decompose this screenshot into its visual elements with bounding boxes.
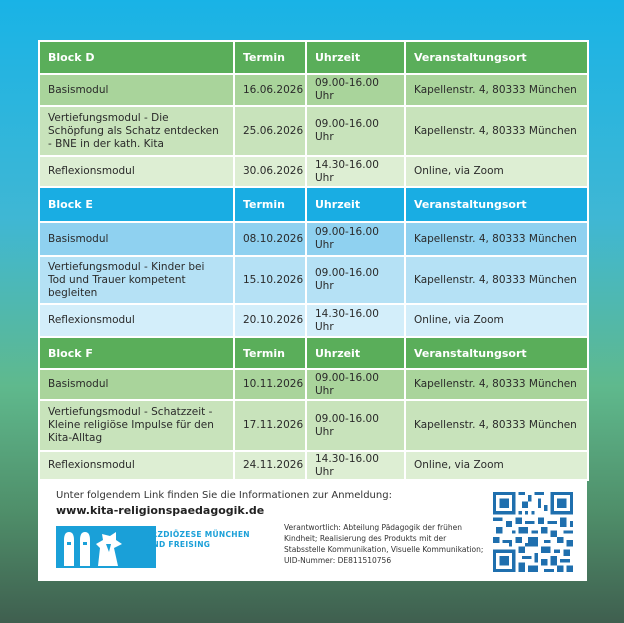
logo-line-1: ERZDIÖZESE MÜNCHEN [146,530,250,539]
date-cell: 08.10.2026 [234,222,306,256]
date-cell: 10.11.2026 [234,369,306,400]
block-e-header-row [39,187,588,222]
date-cell: 24.11.2026 [234,451,306,480]
location-cell: Kapellenstr. 4, 80333 München [405,400,588,451]
termin-header: Termin [234,187,306,222]
uhrzeit-header: Uhrzeit [306,187,405,222]
time-cell: 09.00-16.00 Uhr [306,106,405,156]
modul-cell: Basismodul [39,369,234,400]
table-row [39,106,588,156]
block-f-header-row [39,337,588,369]
archdiocese-logo-icon [56,526,156,568]
schedule-card [38,40,587,581]
time-cell: 09.00-16.00 Uhr [306,369,405,400]
time-cell: 09.00-16.00 Uhr [306,400,405,451]
time-cell: 14.30-16.00 Uhr [306,451,405,480]
block-title: Block E [39,187,234,222]
footer [38,482,587,581]
location-cell: Kapellenstr. 4, 80333 München [405,369,588,400]
ort-header: Veranstaltungsort [405,41,588,74]
location-cell: Kapellenstr. 4, 80333 München [405,74,588,106]
modul-cell: Vertiefungsmodul - Schatzzeit - Kleine religiöse Impulse für den Kita-Alltag [39,400,234,451]
location-cell: Online, via Zoom [405,156,588,187]
location-cell: Kapellenstr. 4, 80333 München [405,106,588,156]
uhrzeit-header: Uhrzeit [306,41,405,74]
date-cell: 30.06.2026 [234,156,306,187]
modul-cell: Reflexionsmodul [39,451,234,480]
logo-line-2: UND FREISING [146,540,211,549]
table-row [39,256,588,304]
table-row [39,400,588,451]
location-cell: Kapellenstr. 4, 80333 München [405,222,588,256]
schedule-table [38,40,589,481]
table-row [39,369,588,400]
location-cell: Kapellenstr. 4, 80333 München [405,256,588,304]
block-title: Block D [39,41,234,74]
date-cell: 15.10.2026 [234,256,306,304]
ort-header: Veranstaltungsort [405,187,588,222]
time-cell: 09.00-16.00 Uhr [306,222,405,256]
legal-notice: Verantwortlich: Abteilung Pädagogik der frühen Kindheit; Realisierung des Produkts mit der Stabsstelle Kommunikation, Visuelle Kommunikation; UID-Nummer: DE811510756 [284,523,484,565]
time-cell: 14.30-16.00 Uhr [306,304,405,337]
ort-header: Veranstaltungsort [405,337,588,369]
modul-cell: Reflexionsmodul [39,156,234,187]
time-cell: 09.00-16.00 Uhr [306,256,405,304]
date-cell: 20.10.2026 [234,304,306,337]
modul-cell: Vertiefungsmodul - Kinder bei Tod und Trauer kompetent begleiten [39,256,234,304]
table-row [39,451,588,480]
date-cell: 17.11.2026 [234,400,306,451]
block-d-header-row [39,41,588,74]
registration-link[interactable]: www.kita-religionspaedagogik.de [56,504,265,517]
archdiocese-name [146,530,250,550]
table-row [39,156,588,187]
block-title: Block F [39,337,234,369]
table-row [39,74,588,106]
time-cell: 14.30-16.00 Uhr [306,156,405,187]
modul-cell: Vertiefungsmodul - Die Schöpfung als Schatz entdecken - BNE in der kath. Kita [39,106,234,156]
table-row [39,304,588,337]
qr-code-icon[interactable] [493,492,573,572]
termin-header: Termin [234,337,306,369]
table-row [39,222,588,256]
modul-cell: Basismodul [39,74,234,106]
date-cell: 16.06.2026 [234,74,306,106]
modul-cell: Reflexionsmodul [39,304,234,337]
time-cell: 09.00-16.00 Uhr [306,74,405,106]
modul-cell: Basismodul [39,222,234,256]
registration-note: Unter folgendem Link finden Sie die Informationen zur Anmeldung: [56,490,392,501]
location-cell: Online, via Zoom [405,304,588,337]
location-cell: Online, via Zoom [405,451,588,480]
date-cell: 25.06.2026 [234,106,306,156]
termin-header: Termin [234,41,306,74]
uhrzeit-header: Uhrzeit [306,337,405,369]
